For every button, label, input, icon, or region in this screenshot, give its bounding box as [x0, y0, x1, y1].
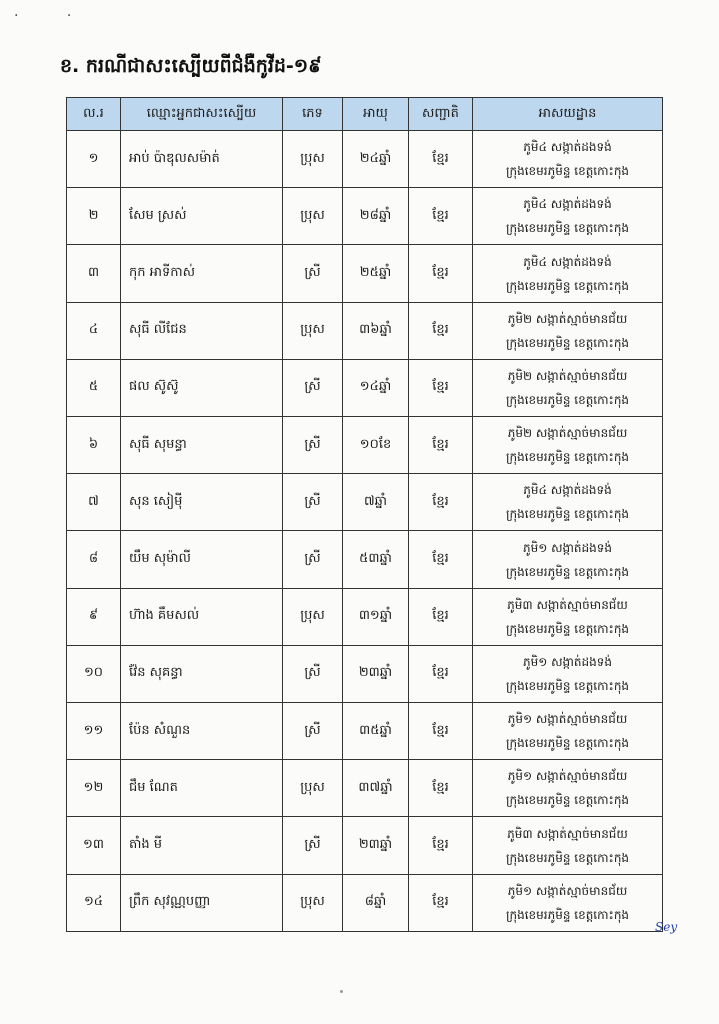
cell-sex: ស្រី: [283, 531, 343, 588]
scan-speck: [340, 990, 343, 993]
cell-sex: ស្រី: [283, 645, 343, 702]
signature: Sey: [655, 920, 678, 934]
address-line-1: ភូមិ៤ សង្កាត់ដងទង់: [523, 483, 612, 498]
cell-nationality: ខ្មែរ: [409, 302, 473, 359]
address-line-1: ភូមិ៤ សង្កាត់ដងទង់: [523, 140, 612, 155]
cell-name: សុន សៀម៉ី: [121, 474, 283, 531]
cell-nationality: ខ្មែរ: [409, 817, 473, 874]
cell-age: ៧ឆ្នាំ: [343, 474, 409, 531]
cell-address: [473, 588, 663, 645]
cell-nationality: ខ្មែរ: [409, 703, 473, 760]
cell-no: ២: [67, 188, 121, 245]
recovered-cases-table: [66, 97, 663, 932]
address-line-1: ភូមិ១ សង្កាត់ស្មាច់មានជ័យ: [507, 883, 628, 898]
table-row: [67, 588, 663, 645]
address-line-2: ក្រុងខេមរភូមិន្ទ ខេត្តកោះកុង: [505, 564, 630, 579]
cell-address: [473, 131, 663, 188]
cell-sex: ប្រុស: [283, 188, 343, 245]
cell-address: [473, 531, 663, 588]
cell-sex: ស្រី: [283, 817, 343, 874]
cell-name: កុក អាទីកាស់: [121, 245, 283, 302]
cell-age: ៣១ឆ្នាំ: [343, 588, 409, 645]
address-line-1: ភូមិ១ សង្កាត់ស្មាច់មានជ័យ: [507, 712, 628, 727]
header-age: អាយុ: [343, 98, 409, 131]
cell-age: ២៤ឆ្នាំ: [343, 131, 409, 188]
table-row: [67, 302, 663, 359]
header-no: ល.រ: [67, 98, 121, 131]
cell-age: ២៣ឆ្នាំ: [343, 817, 409, 874]
cell-age: ២៣ឆ្នាំ: [343, 645, 409, 702]
cell-no: ៣: [67, 245, 121, 302]
cell-nationality: ខ្មែរ: [409, 359, 473, 416]
cell-name: ប៉ែន សំណួន: [121, 703, 283, 760]
address-line-2: ក្រុងខេមរភូមិន្ទ ខេត្តកោះកុង: [505, 221, 630, 236]
address-line-2: ក្រុងខេមរភូមិន្ទ ខេត្តកោះកុង: [505, 278, 630, 293]
cell-age: ៥៣ឆ្នាំ: [343, 531, 409, 588]
cell-sex: ស្រី: [283, 245, 343, 302]
cell-no: ៨: [67, 531, 121, 588]
cell-no: ១: [67, 131, 121, 188]
address-line-1: ភូមិ៤ សង្កាត់ដងទង់: [523, 197, 612, 212]
table-row: [67, 131, 663, 188]
address-line-2: ក្រុងខេមរភូមិន្ទ ខេត្តកោះកុង: [505, 450, 630, 465]
cell-name: សុធី លីជែន: [121, 302, 283, 359]
cell-no: ១៤: [67, 874, 121, 931]
address-line-1: ភូមិ៣ សង្កាត់ស្មាច់មានជ័យ: [507, 826, 628, 841]
header-name: ឈ្មោះអ្នកជាសះស្បើយ: [121, 98, 283, 131]
cell-address: [473, 302, 663, 359]
cell-sex: ស្រី: [283, 359, 343, 416]
address-line-2: ក្រុងខេមរភូមិន្ទ ខេត្តកោះកុង: [505, 736, 630, 751]
cell-name: ព្រឹក សុវណ្ណបញ្ញា: [121, 874, 283, 931]
table-row: [67, 817, 663, 874]
cell-address: [473, 817, 663, 874]
address-line-1: ភូមិ៣ សង្កាត់ស្មាច់មានជ័យ: [507, 597, 628, 612]
table-body: [67, 131, 663, 932]
address-line-1: ភូមិ២ សង្កាត់ស្មាច់មានជ័យ: [507, 426, 628, 441]
cell-age: ៣៧ឆ្នាំ: [343, 760, 409, 817]
cell-address: [473, 703, 663, 760]
cell-name: យឹម សុម៉ាលី: [121, 531, 283, 588]
cell-name: ហ៊ាង គឹមសល់: [121, 588, 283, 645]
page-title: ខ. ករណីជាសះស្បើយពីជំងឺកូវីដ-១៩: [60, 55, 322, 77]
address-line-2: ក្រុងខេមរភូមិន្ទ ខេត្តកោះកុង: [505, 850, 630, 865]
cell-no: ១១: [67, 703, 121, 760]
cell-sex: ស្រី: [283, 417, 343, 474]
cell-sex: ប្រុស: [283, 874, 343, 931]
cell-nationality: ខ្មែរ: [409, 645, 473, 702]
cell-no: ៩: [67, 588, 121, 645]
address-line-2: ក្រុងខេមរភូមិន្ទ ខេត្តកោះកុង: [505, 507, 630, 522]
cell-address: [473, 760, 663, 817]
table-row: [67, 645, 663, 702]
address-line-2: ក្រុងខេមរភូមិន្ទ ខេត្តកោះកុង: [505, 793, 630, 808]
cell-nationality: ខ្មែរ: [409, 131, 473, 188]
cell-address: [473, 245, 663, 302]
cell-age: ៨ឆ្នាំ: [343, 874, 409, 931]
cell-age: ៣៦ឆ្នាំ: [343, 302, 409, 359]
cell-age: ១៤ឆ្នាំ: [343, 359, 409, 416]
cell-sex: ស្រី: [283, 703, 343, 760]
cell-age: ២៥ឆ្នាំ: [343, 245, 409, 302]
cell-no: ៧: [67, 474, 121, 531]
address-line-2: ក្រុងខេមរភូមិន្ទ ខេត្តកោះកុង: [505, 392, 630, 407]
cell-sex: ប្រុស: [283, 131, 343, 188]
address-line-1: ភូមិ២ សង្កាត់ស្មាច់មានជ័យ: [507, 311, 628, 326]
scan-marks: · ·: [14, 8, 94, 24]
address-line-1: ភូមិ៤ សង្កាត់ដងទង់: [523, 254, 612, 269]
address-line-1: ភូមិ២ សង្កាត់ស្មាច់មានជ័យ: [507, 368, 628, 383]
cell-nationality: ខ្មែរ: [409, 874, 473, 931]
cell-no: ៥: [67, 359, 121, 416]
cell-sex: ប្រុស: [283, 760, 343, 817]
table-row: [67, 245, 663, 302]
cell-address: [473, 359, 663, 416]
header-sex: ភេទ: [283, 98, 343, 131]
cell-no: ១២: [67, 760, 121, 817]
cell-sex: ប្រុស: [283, 302, 343, 359]
table-row: [67, 703, 663, 760]
cell-address: [473, 188, 663, 245]
cell-name: ផល ស៊ូស៊ូ: [121, 359, 283, 416]
address-line-2: ក្រុងខេមរភូមិន្ទ ខេត្តកោះកុង: [505, 335, 630, 350]
cell-sex: ប្រុស: [283, 588, 343, 645]
cell-address: [473, 645, 663, 702]
header-address: អាសយដ្ឋាន: [473, 98, 663, 131]
address-line-1: ភូមិ១ សង្កាត់ស្មាច់មានជ័យ: [507, 769, 628, 784]
table-row: [67, 874, 663, 931]
address-line-2: ក្រុងខេមរភូមិន្ទ ខេត្តកោះកុង: [505, 907, 630, 922]
cell-nationality: ខ្មែរ: [409, 188, 473, 245]
cell-age: ១០ខែ: [343, 417, 409, 474]
cell-name: សែម ស្រស់: [121, 188, 283, 245]
cell-address: [473, 474, 663, 531]
table-row: [67, 474, 663, 531]
cell-age: ២៨ឆ្នាំ: [343, 188, 409, 245]
cell-no: ៦: [67, 417, 121, 474]
address-line-1: ភូមិ១ សង្កាត់ដងទង់: [522, 540, 613, 555]
cell-name: ជឹម ណែត: [121, 760, 283, 817]
cell-nationality: ខ្មែរ: [409, 588, 473, 645]
cell-no: ១៣: [67, 817, 121, 874]
cell-name: តាំង មី: [121, 817, 283, 874]
cell-nationality: ខ្មែរ: [409, 760, 473, 817]
address-line-2: ក្រុងខេមរភូមិន្ទ ខេត្តកោះកុង: [505, 678, 630, 693]
cell-no: ១០: [67, 645, 121, 702]
table-header-row: [67, 98, 663, 131]
cell-nationality: ខ្មែរ: [409, 531, 473, 588]
table-row: [67, 188, 663, 245]
address-line-2: ក្រុងខេមរភូមិន្ទ ខេត្តកោះកុង: [505, 164, 630, 179]
cell-address: [473, 417, 663, 474]
address-line-1: ភូមិ១ សង្កាត់ដងទង់: [522, 654, 613, 669]
table-row: [67, 760, 663, 817]
table-row: [67, 359, 663, 416]
cell-address: [473, 874, 663, 931]
cell-name: វ៉ែន សុគន្ធា: [121, 645, 283, 702]
cell-sex: ស្រី: [283, 474, 343, 531]
cell-name: សុធី សុមន្ធា: [121, 417, 283, 474]
cell-nationality: ខ្មែរ: [409, 474, 473, 531]
cell-age: ៣៥ឆ្នាំ: [343, 703, 409, 760]
header-nationality: សញ្ជាតិ: [409, 98, 473, 131]
cell-no: ៤: [67, 302, 121, 359]
table-row: [67, 531, 663, 588]
table-row: [67, 417, 663, 474]
address-line-2: ក្រុងខេមរភូមិន្ទ ខេត្តកោះកុង: [505, 621, 630, 636]
cell-nationality: ខ្មែរ: [409, 245, 473, 302]
cell-nationality: ខ្មែរ: [409, 417, 473, 474]
cell-name: អាប់ ប៉ាឌុលសម៉ាត់: [121, 131, 283, 188]
